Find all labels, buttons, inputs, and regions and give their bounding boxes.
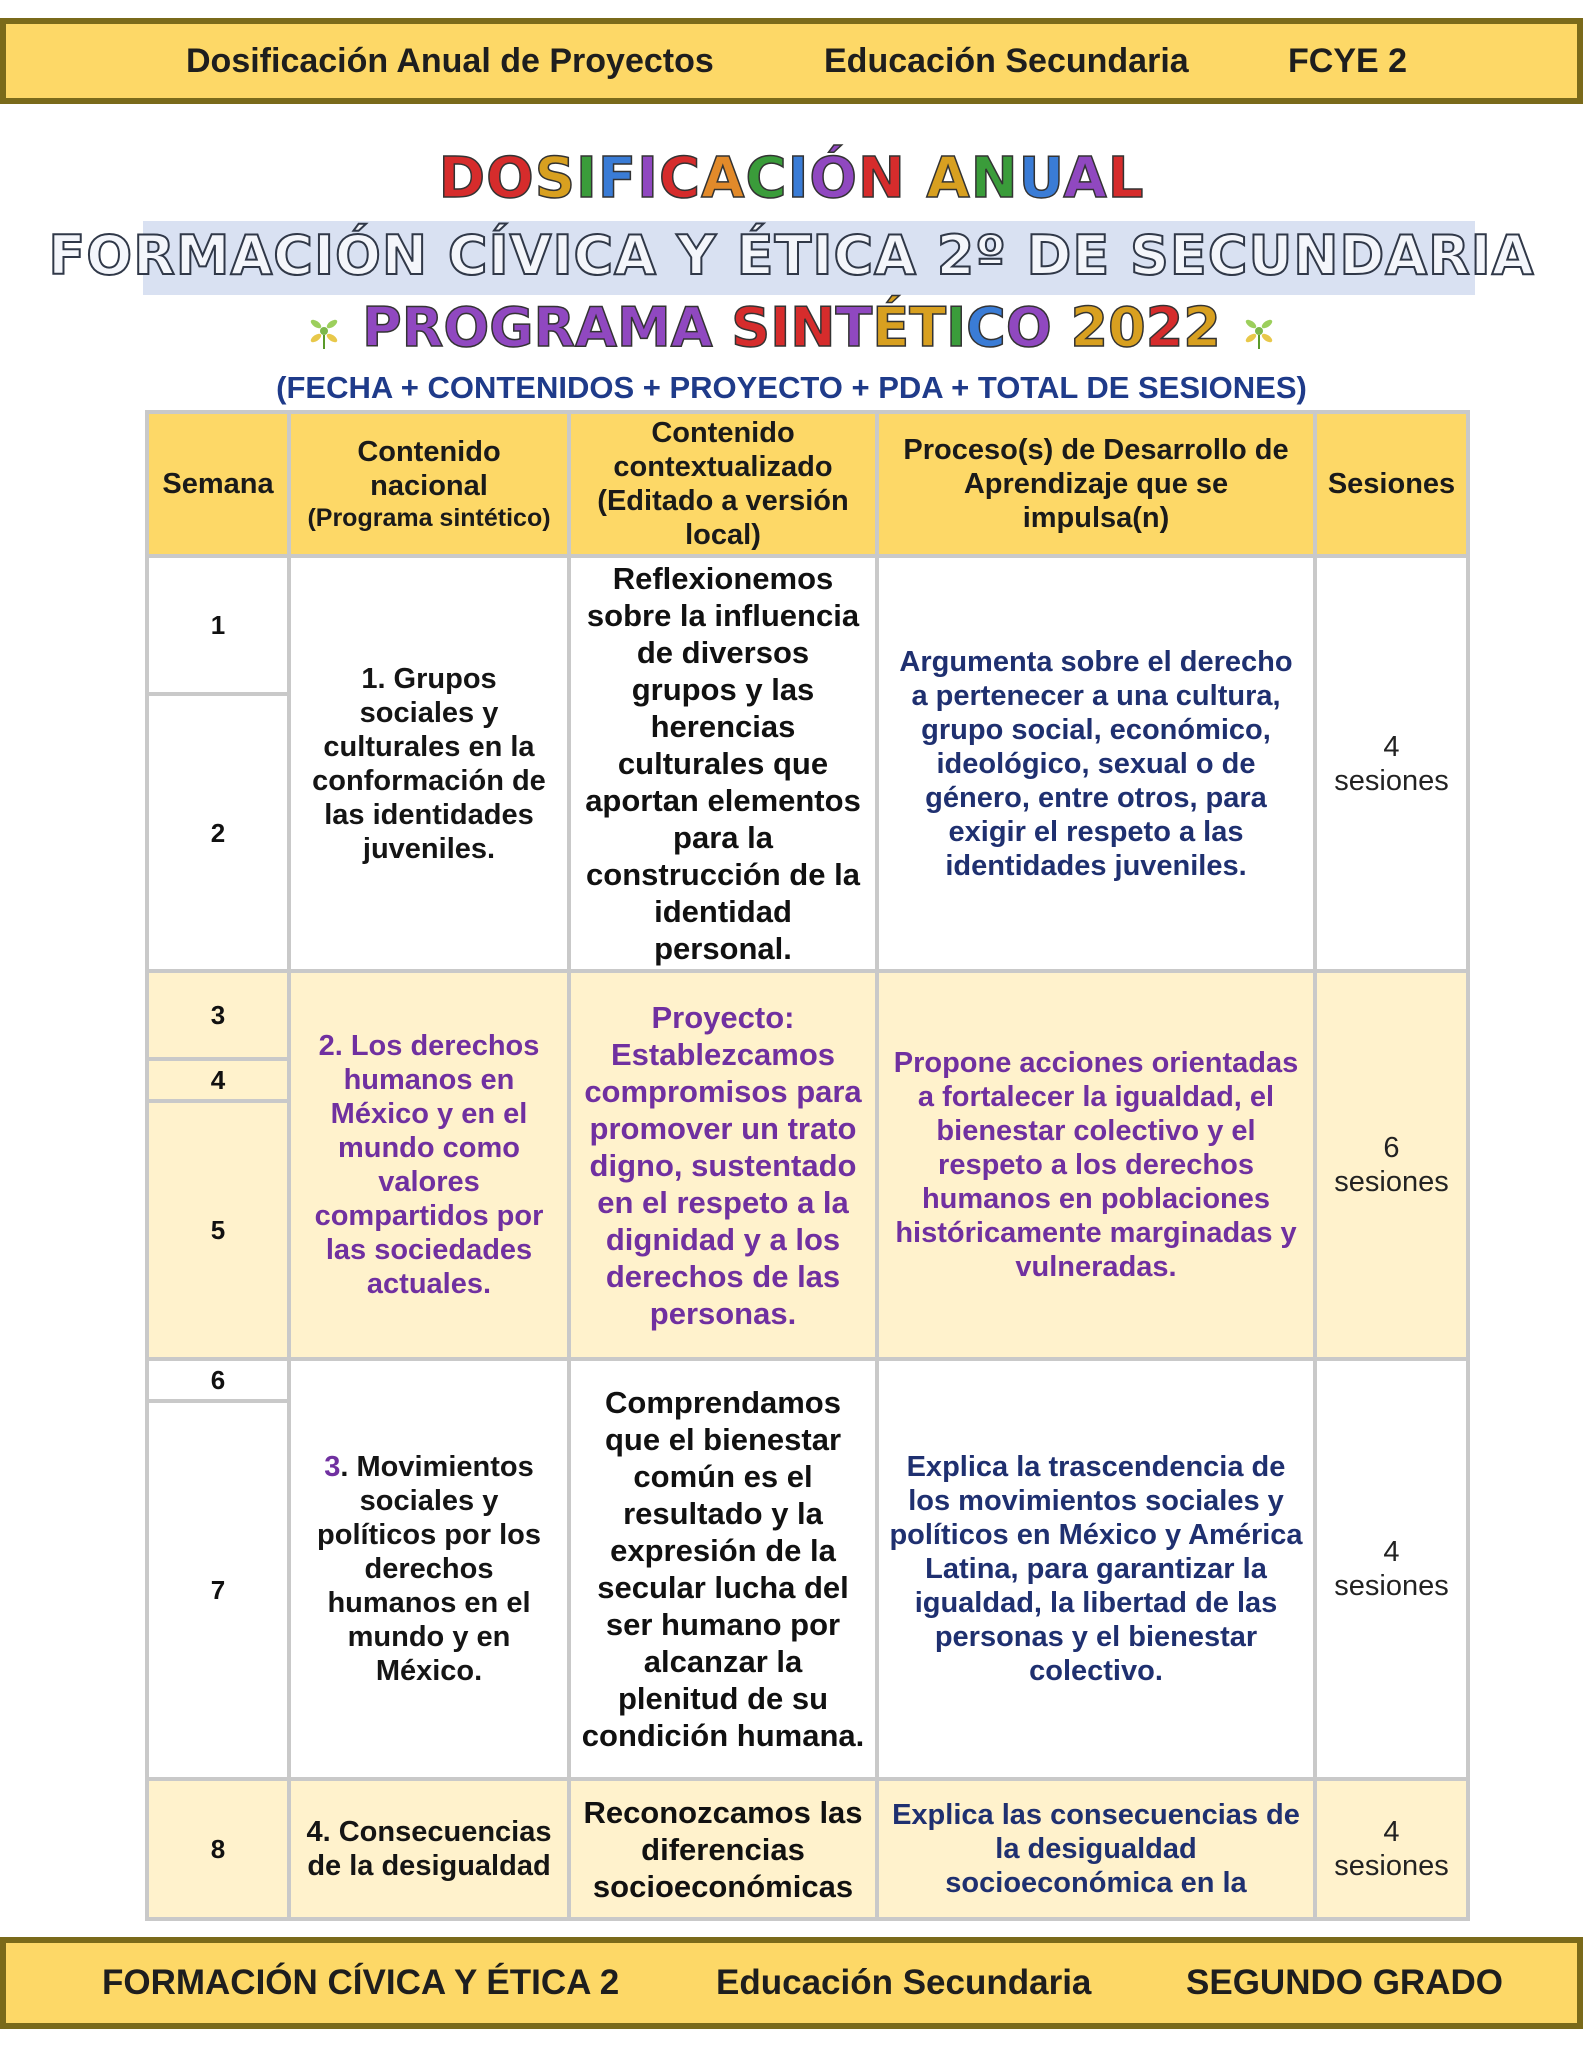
header-contenido-nacional-label: Contenido nacional bbox=[357, 436, 501, 502]
contenido-nacional-number: 3 bbox=[324, 1451, 341, 1483]
program-title-letter: T bbox=[909, 296, 947, 359]
footer-center: Educación Secundaria bbox=[716, 1963, 1092, 2002]
program-title-letter: 2 bbox=[1183, 296, 1221, 359]
program-title-letter: R bbox=[533, 296, 576, 359]
program-title-letter: T bbox=[835, 296, 873, 359]
main-title-letter: C bbox=[745, 146, 788, 211]
sesiones-label: sesiones bbox=[1334, 764, 1449, 797]
table-row bbox=[149, 973, 1466, 1057]
contenido-nacional-text: . Movimientos sociales y políticos por los derechos humanos en el mundo y en México. bbox=[317, 1451, 541, 1687]
program-title-letter: O bbox=[443, 296, 490, 359]
main-title-letter: N bbox=[970, 146, 1019, 211]
pda-cell: Argumenta sobre el derecho a pertenecer a una cultura, grupo social, económico, ideológico, sexual o de género, entre otros, para exigir el respeto a las identidades juveniles. bbox=[879, 558, 1313, 969]
program-title bbox=[362, 296, 1221, 359]
table-row bbox=[149, 1361, 1466, 1399]
week-cell: 3 bbox=[149, 973, 287, 1057]
flower-icon-left bbox=[304, 311, 344, 351]
week-cell: 6 bbox=[149, 1361, 287, 1399]
contenido-nacional-cell bbox=[291, 1361, 567, 1777]
main-title-letter: U bbox=[1018, 146, 1064, 211]
sesiones-cell bbox=[1317, 1781, 1466, 1917]
week-cell: 5 bbox=[149, 1103, 287, 1357]
week-cell: 4 bbox=[149, 1061, 287, 1099]
main-title-letter: L bbox=[1107, 146, 1145, 211]
header-right: FCYE 2 bbox=[1288, 41, 1408, 80]
main-title-letter: F bbox=[597, 146, 638, 211]
main-title-letter: O bbox=[486, 146, 535, 211]
sesiones-cell bbox=[1317, 558, 1466, 969]
contenido-contextualizado-cell: Reconozcamos las diferencias socioeconómicas bbox=[571, 1781, 875, 1917]
program-title-letter: É bbox=[872, 296, 910, 359]
subtitle: (FECHA + CONTENIDOS + PROYECTO + PDA + TOTAL DE SESIONES) bbox=[276, 370, 1307, 405]
contenido-nacional-cell: 2. Los derechos humanos en México y en el mundo como valores compartidos por las sociedades actuales. bbox=[291, 973, 567, 1357]
sesiones-number: 6 bbox=[1383, 1132, 1400, 1164]
program-title-letter: G bbox=[489, 296, 534, 359]
sesiones-label: sesiones bbox=[1334, 1850, 1449, 1882]
program-title-letter: I bbox=[946, 296, 967, 359]
program-title-letter: A bbox=[575, 296, 617, 359]
program-title-letter: I bbox=[770, 296, 791, 359]
sesiones-number: 4 bbox=[1383, 730, 1400, 763]
dosificacion-table bbox=[145, 410, 1470, 1921]
program-title-letter: M bbox=[616, 296, 671, 359]
sesiones-label: sesiones bbox=[1334, 1166, 1449, 1198]
main-title-letter: A bbox=[1063, 146, 1108, 211]
header-semana: Semana bbox=[149, 414, 287, 554]
contenido-contextualizado-cell: Reflexionemos sobre la influencia de diversos grupos y las herencias culturales que aportan elementos para la construcción de la identidad personal. bbox=[571, 558, 875, 969]
week-cell: 1 bbox=[149, 558, 287, 692]
main-title-letter bbox=[906, 146, 927, 211]
sesiones-cell bbox=[1317, 973, 1466, 1357]
program-title-letter: N bbox=[790, 296, 836, 359]
header-pda: Proceso(s) de Desarrollo de Aprendizaje que se impulsa(n) bbox=[879, 414, 1313, 554]
program-title-letter: O bbox=[1005, 296, 1052, 359]
program-title-letter: S bbox=[731, 296, 771, 359]
flower-icon-right bbox=[1239, 311, 1279, 351]
main-title-letter: I bbox=[637, 146, 659, 211]
pda-cell: Explica la trascendencia de los movimientos sociales y políticos en México y América Latina, para garantizar la igualdad, la libertad de las personas y el bienestar colectivo. bbox=[879, 1361, 1313, 1777]
main-title-letter: S bbox=[534, 146, 577, 211]
main-title-letter: N bbox=[858, 146, 906, 211]
sesiones-number: 4 bbox=[1383, 1816, 1400, 1848]
sesiones-number: 4 bbox=[1383, 1536, 1400, 1568]
footer-left: FORMACIÓN CÍVICA Y ÉTICA 2 bbox=[102, 1963, 620, 2002]
footer-right: SEGUNDO GRADO bbox=[1186, 1963, 1503, 2002]
pda-cell: Explica las consecuencias de la desigualdad socioeconómica en la bbox=[879, 1781, 1313, 1917]
week-cell: 7 bbox=[149, 1403, 287, 1777]
program-title-letter: 0 bbox=[1108, 296, 1146, 359]
header-contenido-nacional bbox=[291, 414, 567, 554]
main-title-letter: D bbox=[438, 146, 487, 211]
main-title-letter: Ó bbox=[809, 146, 859, 211]
contenido-contextualizado-cell: Comprendamos que el bienestar común es el resultado y la expresión de la secular lucha del ser humano por alcanzar la plenitud de su condición humana. bbox=[571, 1361, 875, 1777]
sesiones-label: sesiones bbox=[1334, 1570, 1449, 1602]
footer-band bbox=[0, 1937, 1583, 2029]
header-band bbox=[0, 18, 1583, 104]
table-row bbox=[149, 1781, 1466, 1917]
sesiones-cell bbox=[1317, 1361, 1466, 1777]
main-title-letter: A bbox=[701, 146, 746, 211]
pda-cell: Propone acciones orientadas a fortalecer la igualdad, el bienestar colectivo y el respeto a los derechos humanos en poblaciones históricamente marginadas y vulneradas. bbox=[879, 973, 1313, 1357]
header-center: Educación Secundaria bbox=[824, 41, 1189, 80]
table-row bbox=[149, 558, 1466, 692]
main-title bbox=[0, 146, 1583, 211]
week-cell: 8 bbox=[149, 1781, 287, 1917]
program-title-letter bbox=[712, 296, 731, 359]
subject-title: FORMACIÓN CÍVICA Y ÉTICA 2º DE SECUNDARIA bbox=[48, 224, 1535, 287]
header-sesiones: Sesiones bbox=[1317, 414, 1466, 554]
program-title-letter: A bbox=[670, 296, 713, 359]
contenido-nacional-cell: 1. Grupos sociales y culturales en la conformación de las identidades juveniles. bbox=[291, 558, 567, 969]
program-title-letter: 2 bbox=[1145, 296, 1184, 359]
main-title-letter: I bbox=[576, 146, 598, 211]
program-title-letter bbox=[1052, 296, 1071, 359]
program-title-letter: R bbox=[401, 296, 444, 359]
contenido-contextualizado-cell: Proyecto: Establezcamos compromisos para promover un trato digno, sustentado en el respeto a la dignidad y a los derechos de las personas. bbox=[571, 973, 875, 1357]
program-title-row bbox=[0, 296, 1583, 359]
main-title-letter: I bbox=[787, 146, 810, 211]
program-title-letter: P bbox=[362, 296, 402, 359]
main-title-letter: C bbox=[659, 146, 702, 211]
header-left: Dosificación Anual de Proyectos bbox=[186, 41, 714, 80]
program-title-letter: 2 bbox=[1070, 296, 1109, 359]
header-contenido-contextualizado: Contenido contextualizado (Editado a versión local) bbox=[571, 414, 875, 554]
program-title-letter: C bbox=[966, 296, 1006, 359]
header-contenido-nacional-note: (Programa sintético) bbox=[307, 504, 551, 532]
main-title-letter: A bbox=[926, 146, 971, 211]
table-header-row bbox=[149, 414, 1466, 554]
week-cell: 2 bbox=[149, 696, 287, 969]
contenido-nacional-cell: 4. Consecuencias de la desigualdad bbox=[291, 1781, 567, 1917]
